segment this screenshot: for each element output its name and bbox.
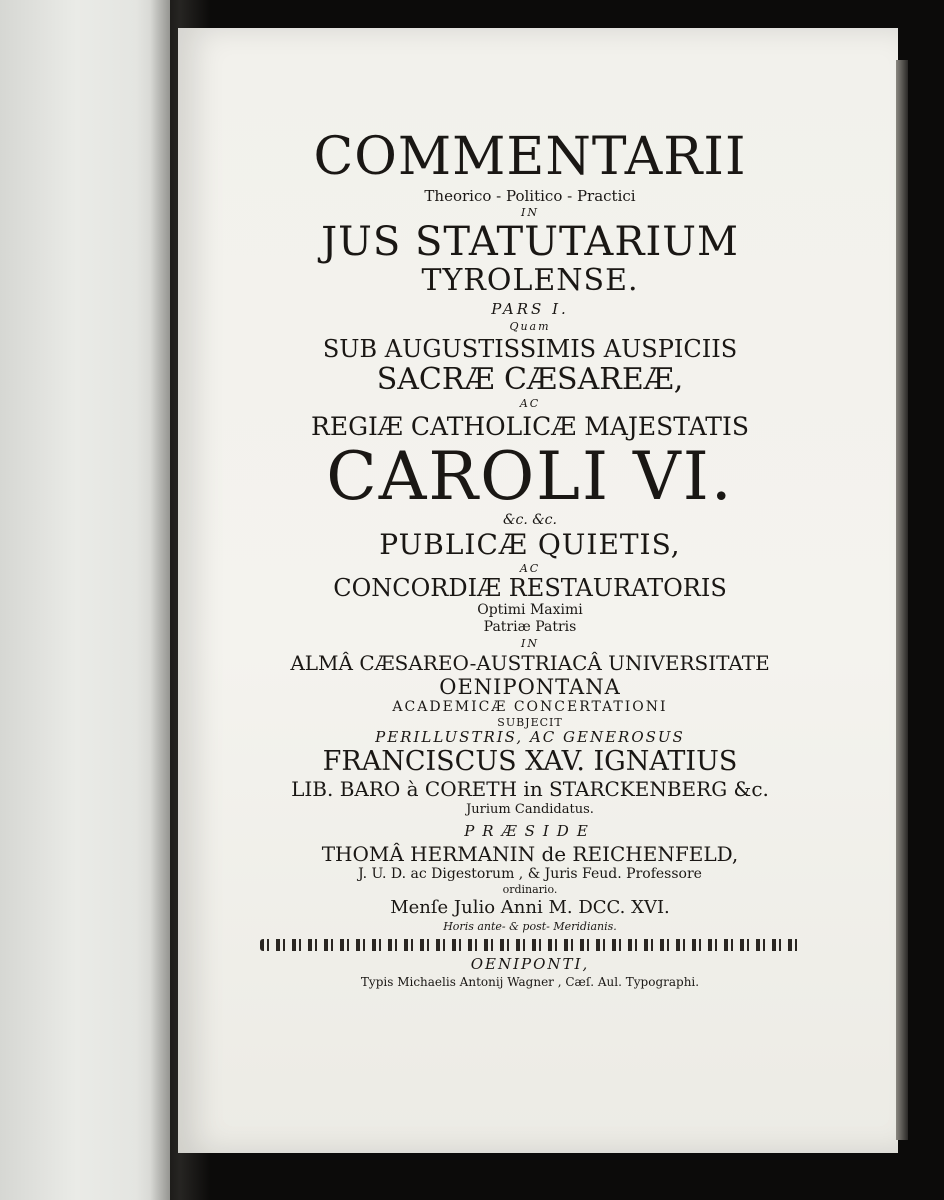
in-word-2: IN — [521, 636, 539, 650]
main-title: COMMENTARII — [313, 127, 747, 187]
ac-word-1: AC — [519, 397, 541, 411]
ornament-rule — [260, 939, 800, 951]
concordiae-restauratoris: CONCORDIÆ RESTAURATORIS — [333, 574, 727, 603]
title-page-text — [220, 127, 840, 990]
quam-word: Quam — [509, 320, 551, 334]
academicae-concertationi: ACADEMICÆ CONCERTATIONI — [392, 699, 668, 716]
patriae-patris: Patriæ Patris — [483, 618, 577, 635]
praeses-title: J. U. D. ac Digestorum , & Juris Feud. Professore — [358, 865, 702, 882]
oenipontana: OENIPONTANA — [439, 675, 621, 700]
imprint-printer: Typis Michaelis Antonij Wagner , Cæſ. Aul. Typographi. — [360, 975, 700, 990]
optimi-maximi: Optimi Maximi — [477, 602, 583, 619]
imprint-place: OENIPONTI, — [470, 954, 590, 973]
perillustris: PERILLUSTRIS, AC GENEROSUS — [375, 728, 685, 747]
praeside: PRÆSIDE — [464, 822, 596, 841]
ordinario: ordinario. — [502, 882, 558, 896]
in-word: IN — [521, 206, 539, 220]
sub-auspiciis: SUB AUGUSTISSIMIS AUSPICIIS — [322, 334, 738, 363]
publicae-quietis: PUBLICÆ QUIETIS, — [379, 528, 681, 562]
jurium-candidatus: Jurium Candidatus. — [466, 801, 594, 817]
subtitle: Theorico - Politico - Practici — [424, 186, 636, 205]
alma-universitate: ALMÂ CÆSAREO-AUSTRIACÂ UNIVERSITATE — [290, 651, 770, 676]
horis-line: Horis ante- & post- Meridianis. — [443, 920, 617, 934]
jus-statutarium: JUS STATUTARIUM — [321, 218, 739, 265]
pars-label: PARS I. — [491, 300, 569, 319]
regiae-majestatis: REGIÆ CATHOLICÆ MAJESTATIS — [311, 411, 749, 441]
praeses-name: THOMÂ HERMANIN de REICHENFELD, — [321, 841, 739, 866]
sacrae-caesareae: SACRÆ CÆSAREÆ, — [376, 361, 684, 397]
etc-line: &c. &c. — [503, 512, 557, 529]
page-edge — [896, 60, 908, 1140]
date-line: Menſe Julio Anni M. DCC. XVI. — [390, 897, 670, 919]
author-name: FRANCISCUS XAV. IGNATIUS — [322, 746, 738, 778]
tyrolense: TYROLENSE. — [421, 262, 639, 298]
ac-word-2: AC — [519, 561, 541, 575]
author-title: LIB. BARO à CORETH in STARCKENBERG &c. — [291, 776, 769, 801]
left-page-leaf — [0, 0, 170, 1200]
subjecit: SUBJECIT — [497, 715, 563, 729]
caroli-vi: CAROLI VI. — [326, 438, 734, 516]
